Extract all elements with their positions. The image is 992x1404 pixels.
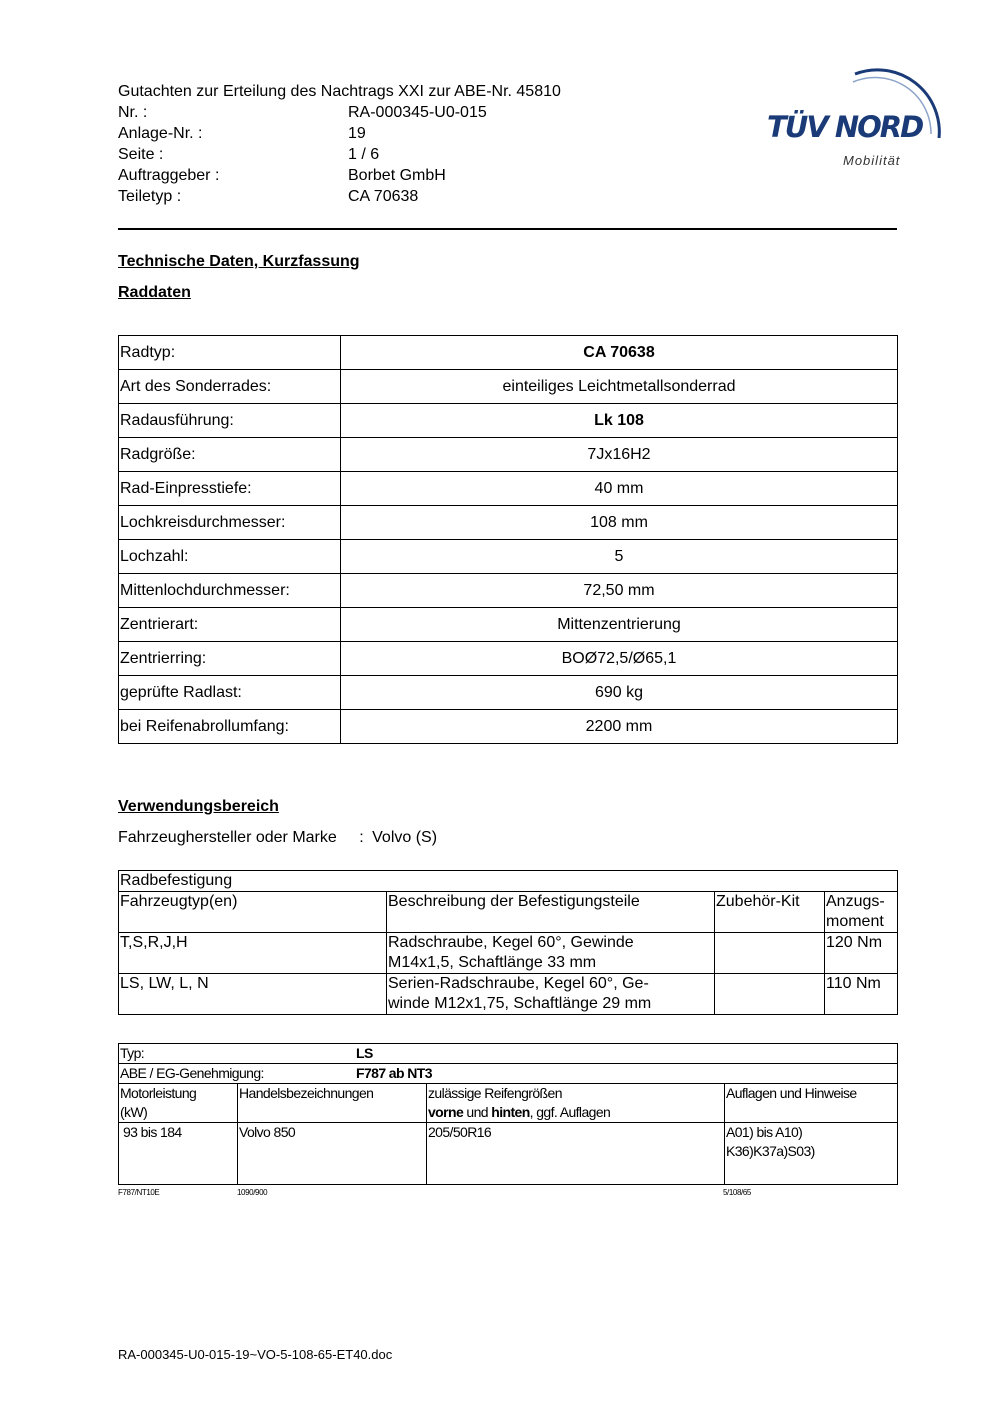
raddaten-value: einteiliges Leichtmetallsonderrad [341, 370, 898, 404]
table-row [119, 676, 898, 710]
header-fahrzeugtyp: Fahrzeugtyp(en) [119, 892, 387, 933]
code-left: F787/NT10E [118, 1188, 160, 1197]
section-subtitle-raddaten: Raddaten [118, 284, 191, 301]
raddaten-label: Radtyp: [119, 336, 341, 370]
raddaten-value: 108 mm [341, 506, 898, 540]
header-handelsbezeichnungen: Handelsbezeichnungen [238, 1084, 427, 1123]
radbefestigung-table [118, 870, 898, 1015]
table-row [119, 642, 898, 676]
raddaten-value: 40 mm [341, 472, 898, 506]
raddaten-label: Zentrierring: [119, 642, 341, 676]
raddaten-value: 5 [341, 540, 898, 574]
typ-table [118, 1043, 898, 1185]
table-row [119, 574, 898, 608]
raddaten-label: Lochkreisdurchmesser: [119, 506, 341, 540]
header-row-nr: Nr. : RA-000345-U0-015 [118, 104, 487, 121]
header-zubehoer-kit: Zubehör-Kit [715, 892, 825, 933]
raddaten-label: bei Reifenabrollumfang: [119, 710, 341, 744]
section-title-technische-daten: Technische Daten, Kurzfassung [118, 253, 360, 270]
header-row-seite: Seite : 1 / 6 [118, 146, 380, 163]
table-row [119, 472, 898, 506]
table-row [119, 540, 898, 574]
logo-subtitle: Mobilität [843, 153, 901, 168]
fahrzeughersteller-line [118, 829, 437, 847]
header-row-teiletyp: Teiletyp : CA 70638 [118, 188, 419, 205]
table-row: T,S,R,J,H Radschraube, Kegel 60°, Gewinde M14x1,5, Schaftlänge 33 mm 120 Nm [119, 933, 898, 974]
raddaten-value: Lk 108 [341, 404, 898, 438]
raddaten-label: Radgröße: [119, 438, 341, 472]
raddaten-value: 2200 mm [341, 710, 898, 744]
table-row [119, 438, 898, 472]
header-reifengroessen: zulässige Reifengrößen vorne und hinten, ggf. Auflagen [427, 1084, 725, 1123]
raddaten-value: BOØ72,5/Ø65,1 [341, 642, 898, 676]
raddaten-label: Lochzahl: [119, 540, 341, 574]
table-row [119, 1044, 898, 1064]
header-row-auftraggeber: Auftraggeber : Borbet GmbH [118, 167, 446, 184]
table-row [119, 1084, 898, 1123]
raddaten-value: 690 kg [341, 676, 898, 710]
raddaten-table [118, 335, 898, 744]
tuev-nord-logo [765, 60, 940, 170]
raddaten-value: 7Jx16H2 [341, 438, 898, 472]
header-divider [118, 228, 897, 230]
raddaten-value: 72,50 mm [341, 574, 898, 608]
raddaten-label: geprüfte Radlast: [119, 676, 341, 710]
hersteller-label: Fahrzeughersteller oder Marke [118, 829, 337, 846]
hersteller-separator: : [359, 829, 364, 846]
header-row-anlage: Anlage-Nr. : 19 [118, 125, 366, 142]
header-beschreibung: Beschreibung der Befestigungsteile [387, 892, 715, 933]
table-row [119, 710, 898, 744]
raddaten-value: Mittenzentrierung [341, 608, 898, 642]
table-row [119, 336, 898, 370]
raddaten-label: Mittenlochdurchmesser: [119, 574, 341, 608]
header-motorleistung: Motorleistung (kW) [119, 1084, 238, 1123]
table-row [119, 892, 898, 933]
logo-brand: TÜV NORD [767, 110, 923, 144]
table-row: LS, LW, L, N Serien-Radschraube, Kegel 60°, Ge- winde M12x1,75, Schaftlänge 29 mm 110 Nm [119, 974, 898, 1015]
table-row [119, 608, 898, 642]
table-row [119, 1064, 898, 1084]
table-row: 93 bis 184 Volvo 850 205/50R16 A01) bis A10) K36)K37a)S03) [119, 1123, 898, 1185]
header-auflagen: Auflagen und Hinweise [725, 1084, 898, 1123]
table-row [119, 370, 898, 404]
document-header [118, 81, 561, 207]
raddaten-label: Radausführung: [119, 404, 341, 438]
document-title: Gutachten zur Erteilung des Nachtrags XXI zur ABE-Nr. 45810 [118, 83, 561, 100]
typ-cell: Typ: LS [119, 1044, 898, 1064]
section-title-verwendungsbereich: Verwendungsbereich [118, 798, 279, 815]
abe-cell: ABE / EG-Genehmigung: F787 ab NT3 [119, 1064, 898, 1084]
raddaten-value: CA 70638 [341, 336, 898, 370]
code-mid: 1090/900 [237, 1188, 268, 1197]
hersteller-value: Volvo (S) [372, 829, 438, 846]
radbefestigung-title: Radbefestigung [119, 871, 898, 892]
table-row [119, 871, 898, 892]
raddaten-label: Art des Sonderrades: [119, 370, 341, 404]
table-row [119, 506, 898, 540]
header-anzugsmoment: Anzugs- moment [825, 892, 898, 933]
code-right: 5/108/65 [723, 1188, 751, 1197]
raddaten-label: Zentrierart: [119, 608, 341, 642]
table-row [119, 404, 898, 438]
raddaten-label: Rad-Einpresstiefe: [119, 472, 341, 506]
footer-filename: RA-000345-U0-015-19~VO-5-108-65-ET40.doc [118, 1347, 393, 1362]
